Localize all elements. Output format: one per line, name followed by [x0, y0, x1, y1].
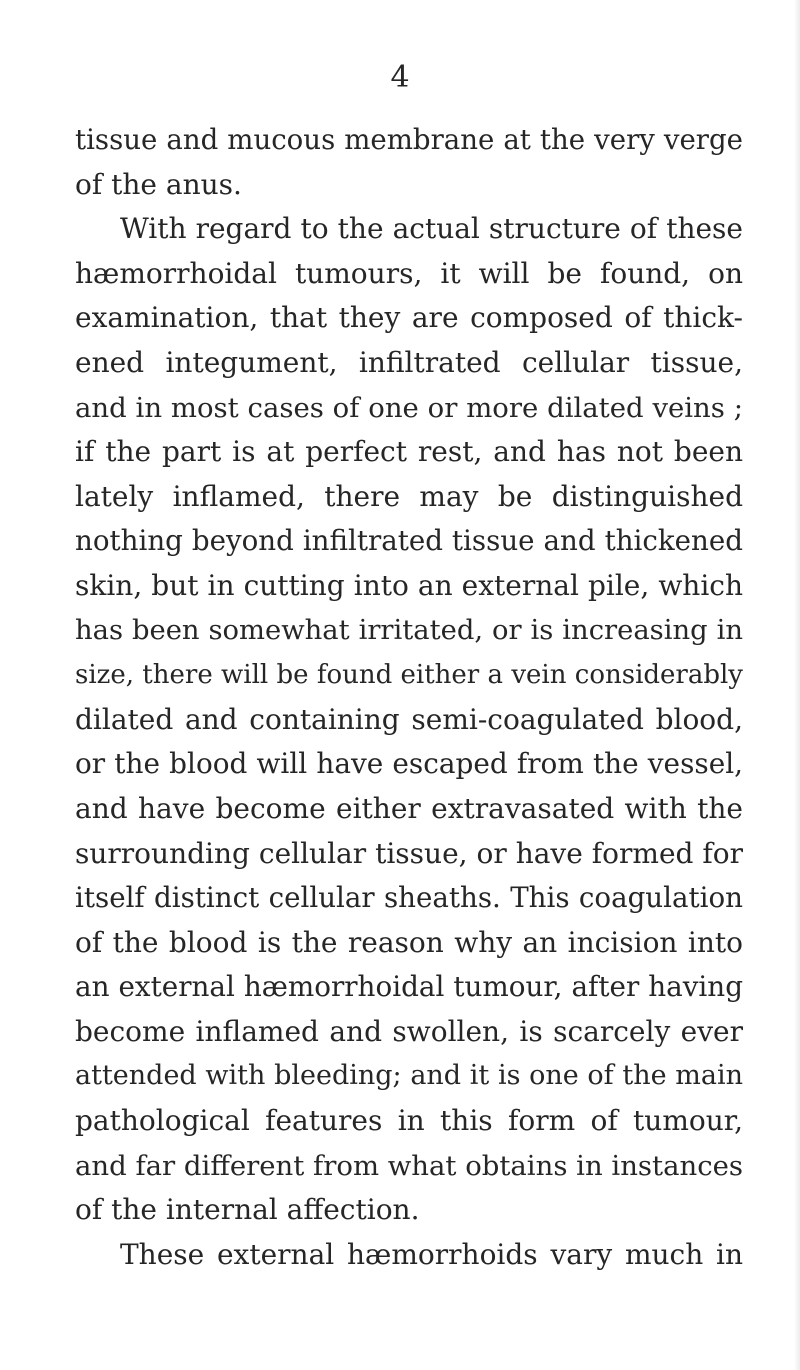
text-line: and in most cases of one or more dilated veins ; — [75, 391, 743, 424]
text-line: nothing beyond infiltrated tissue and thickened — [75, 524, 743, 558]
text-line: become inflamed and swollen, is scarcely ever — [75, 1014, 743, 1048]
text-line: These external hæmorrhoids vary much in — [120, 1237, 743, 1271]
text-line: has been somewhat irritated, or is increasing in — [75, 614, 743, 646]
text-line: of the internal affection. — [75, 1193, 420, 1227]
text-line: of the blood is the reason why an incision into — [75, 925, 743, 959]
page-edge-shadow — [794, 0, 800, 1370]
text-line: examination, that they are composed of thick- — [75, 301, 743, 335]
text-line: surrounding cellular tissue, or have formed for — [75, 836, 743, 870]
text-line: tissue and mucous membrane at the very verge — [75, 123, 743, 156]
text-line: attended with bleeding; and it is one of the main — [75, 1060, 743, 1092]
text-line: hæmorrhoidal tumours, it will be found, on — [75, 256, 743, 290]
text-line: and far different from what obtains in instances — [75, 1149, 743, 1182]
text-line: With regard to the actual structure of these — [120, 212, 743, 246]
text-line: size, there will be found either a vein considerably — [75, 660, 743, 691]
text-line: if the part is at perfect rest, and has not been — [75, 435, 743, 469]
text-line: ened integument, infiltrated cellular tissue, — [75, 345, 743, 379]
text-line: itself distinct cellular sheaths. This coagulation — [75, 881, 743, 915]
text-line: or the blood will have escaped from the vessel, — [75, 747, 743, 781]
text-line: and have become either extravasated with the — [75, 791, 743, 825]
text-line: dilated and containing semi-coagulated blood, — [75, 702, 743, 736]
text-line: an external hæmorrhoidal tumour, after having — [75, 970, 743, 1004]
text-line: pathological features in this form of tumour, — [75, 1104, 743, 1138]
text-line: of the anus. — [75, 167, 242, 201]
text-line: skin, but in cutting into an external pile, which — [75, 568, 743, 602]
text-line: lately inflamed, there may be distinguished — [75, 479, 743, 513]
body-text — [75, 118, 743, 1277]
page-number: 4 — [390, 60, 410, 95]
